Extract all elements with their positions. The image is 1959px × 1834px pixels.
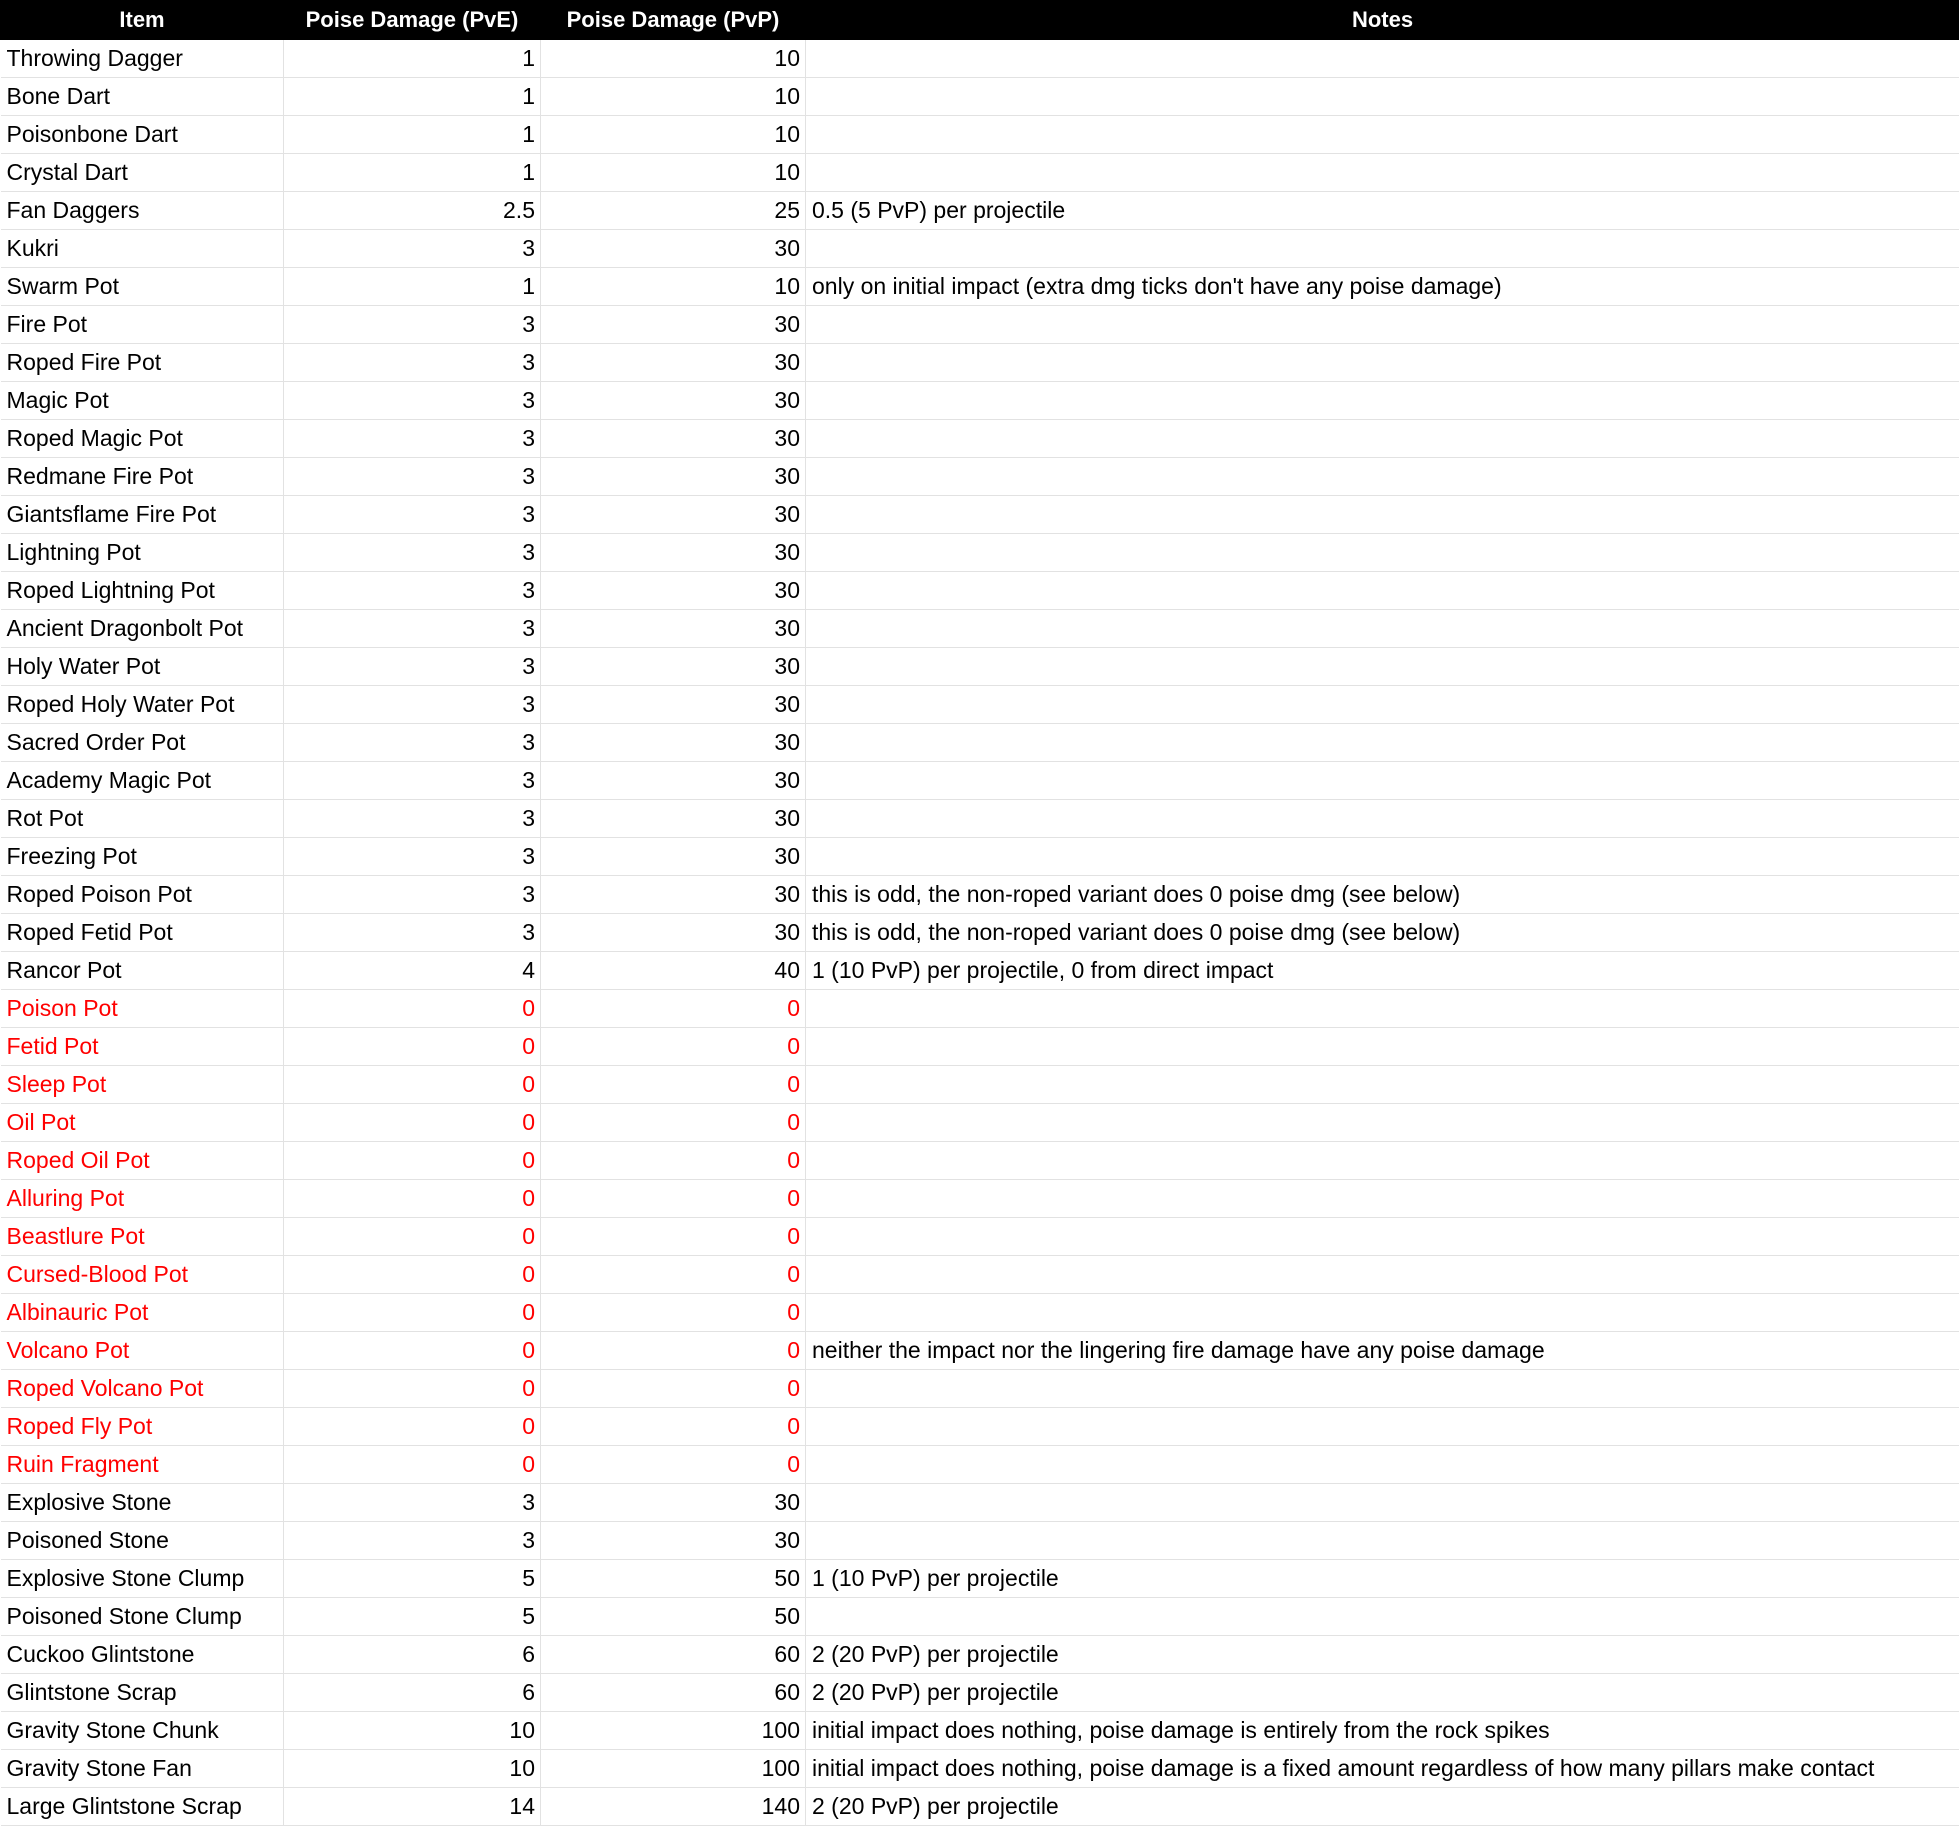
table-row bbox=[1, 610, 1959, 648]
cell-pvp[interactable]: 30 bbox=[541, 458, 806, 496]
cell-notes[interactable] bbox=[806, 1294, 1959, 1332]
cell-item[interactable]: Poisonbone Dart bbox=[1, 116, 284, 154]
cell-pve[interactable]: 1 bbox=[284, 268, 541, 306]
cell-item[interactable]: Fetid Pot bbox=[1, 1028, 284, 1066]
cell-item[interactable]: Roped Fly Pot bbox=[1, 1408, 284, 1446]
cell-pve[interactable]: 0 bbox=[284, 1370, 541, 1408]
cell-pve[interactable]: 6 bbox=[284, 1636, 541, 1674]
table-row bbox=[1, 1788, 1959, 1826]
cell-notes[interactable] bbox=[806, 1598, 1959, 1636]
cell-pve[interactable]: 3 bbox=[284, 306, 541, 344]
table-row bbox=[1, 952, 1959, 990]
cell-pvp[interactable]: 30 bbox=[541, 800, 806, 838]
table-row bbox=[1, 268, 1959, 306]
table-row bbox=[1, 1218, 1959, 1256]
cell-item[interactable]: Roped Lightning Pot bbox=[1, 572, 284, 610]
table-row bbox=[1, 1674, 1959, 1712]
cell-notes[interactable]: 1 (10 PvP) per projectile bbox=[806, 1560, 1959, 1598]
cell-pvp[interactable]: 0 bbox=[541, 1142, 806, 1180]
cell-item[interactable]: Redmane Fire Pot bbox=[1, 458, 284, 496]
cell-notes[interactable] bbox=[806, 724, 1959, 762]
cell-pvp[interactable]: 10 bbox=[541, 78, 806, 116]
cell-item[interactable]: Throwing Dagger bbox=[1, 40, 284, 78]
table-row bbox=[1, 762, 1959, 800]
cell-pve[interactable]: 3 bbox=[284, 458, 541, 496]
cell-notes[interactable]: this is odd, the non-roped variant does 0 poise dmg (see below) bbox=[806, 876, 1959, 914]
cell-pvp[interactable]: 0 bbox=[541, 1218, 806, 1256]
cell-pvp[interactable]: 60 bbox=[541, 1636, 806, 1674]
table-row bbox=[1, 1408, 1959, 1446]
cell-pvp[interactable]: 30 bbox=[541, 306, 806, 344]
cell-notes[interactable] bbox=[806, 230, 1959, 268]
table-row bbox=[1, 1446, 1959, 1484]
cell-item[interactable]: Sleep Pot bbox=[1, 1066, 284, 1104]
cell-notes[interactable]: only on initial impact (extra dmg ticks don't have any poise damage) bbox=[806, 268, 1959, 306]
cell-item[interactable]: Bone Dart bbox=[1, 78, 284, 116]
cell-item[interactable]: Volcano Pot bbox=[1, 1332, 284, 1370]
cell-pve[interactable]: 0 bbox=[284, 1180, 541, 1218]
cell-item[interactable]: Roped Poison Pot bbox=[1, 876, 284, 914]
table-row bbox=[1, 990, 1959, 1028]
cell-notes[interactable] bbox=[806, 458, 1959, 496]
cell-notes[interactable] bbox=[806, 496, 1959, 534]
table-row bbox=[1, 458, 1959, 496]
cell-pve[interactable]: 3 bbox=[284, 496, 541, 534]
cell-notes[interactable]: initial impact does nothing, poise damage is a fixed amount regardless of how many pillars make contact bbox=[806, 1750, 1959, 1788]
cell-notes[interactable]: 2 (20 PvP) per projectile bbox=[806, 1674, 1959, 1712]
cell-notes[interactable] bbox=[806, 1180, 1959, 1218]
cell-notes[interactable] bbox=[806, 800, 1959, 838]
cell-pve[interactable]: 3 bbox=[284, 800, 541, 838]
cell-notes[interactable] bbox=[806, 648, 1959, 686]
cell-pve[interactable]: 1 bbox=[284, 116, 541, 154]
cell-pve[interactable]: 0 bbox=[284, 990, 541, 1028]
cell-pvp[interactable]: 10 bbox=[541, 116, 806, 154]
cell-pvp[interactable]: 100 bbox=[541, 1750, 806, 1788]
cell-item[interactable]: Large Glintstone Scrap bbox=[1, 1788, 284, 1826]
cell-pve[interactable]: 3 bbox=[284, 838, 541, 876]
cell-notes[interactable] bbox=[806, 1066, 1959, 1104]
cell-notes[interactable] bbox=[806, 990, 1959, 1028]
cell-notes[interactable] bbox=[806, 572, 1959, 610]
cell-pvp[interactable]: 10 bbox=[541, 154, 806, 192]
cell-item[interactable]: Roped Magic Pot bbox=[1, 420, 284, 458]
cell-notes[interactable]: 0.5 (5 PvP) per projectile bbox=[806, 192, 1959, 230]
cell-pvp[interactable]: 30 bbox=[541, 572, 806, 610]
cell-item[interactable]: Swarm Pot bbox=[1, 268, 284, 306]
cell-pve[interactable]: 0 bbox=[284, 1028, 541, 1066]
cell-pve[interactable]: 10 bbox=[284, 1750, 541, 1788]
cell-pve[interactable]: 0 bbox=[284, 1104, 541, 1142]
cell-pve[interactable]: 5 bbox=[284, 1560, 541, 1598]
cell-item[interactable]: Lightning Pot bbox=[1, 534, 284, 572]
cell-item[interactable]: Gravity Stone Fan bbox=[1, 1750, 284, 1788]
cell-pve[interactable]: 5 bbox=[284, 1598, 541, 1636]
cell-pvp[interactable]: 30 bbox=[541, 230, 806, 268]
table-row bbox=[1, 1142, 1959, 1180]
cell-pve[interactable]: 0 bbox=[284, 1332, 541, 1370]
cell-pvp[interactable]: 60 bbox=[541, 1674, 806, 1712]
cell-notes[interactable] bbox=[806, 610, 1959, 648]
cell-notes[interactable] bbox=[806, 1446, 1959, 1484]
cell-notes[interactable]: initial impact does nothing, poise damage is entirely from the rock spikes bbox=[806, 1712, 1959, 1750]
cell-pve[interactable]: 0 bbox=[284, 1218, 541, 1256]
table-row bbox=[1, 876, 1959, 914]
cell-pvp[interactable]: 25 bbox=[541, 192, 806, 230]
table-row bbox=[1, 1484, 1959, 1522]
cell-pvp[interactable]: 0 bbox=[541, 1256, 806, 1294]
cell-item[interactable]: Crystal Dart bbox=[1, 154, 284, 192]
cell-pve[interactable]: 3 bbox=[284, 610, 541, 648]
cell-item[interactable]: Magic Pot bbox=[1, 382, 284, 420]
cell-item[interactable]: Alluring Pot bbox=[1, 1180, 284, 1218]
cell-pvp[interactable]: 10 bbox=[541, 268, 806, 306]
cell-pvp[interactable]: 40 bbox=[541, 952, 806, 990]
cell-pvp[interactable]: 30 bbox=[541, 1484, 806, 1522]
cell-notes[interactable]: neither the impact nor the lingering fire damage have any poise damage bbox=[806, 1332, 1959, 1370]
table-row bbox=[1, 1750, 1959, 1788]
cell-pve[interactable]: 3 bbox=[284, 534, 541, 572]
cell-item[interactable]: Holy Water Pot bbox=[1, 648, 284, 686]
cell-notes[interactable] bbox=[806, 686, 1959, 724]
cell-pve[interactable]: 3 bbox=[284, 344, 541, 382]
cell-pve[interactable]: 3 bbox=[284, 762, 541, 800]
cell-pvp[interactable]: 50 bbox=[541, 1560, 806, 1598]
cell-item[interactable]: Roped Fire Pot bbox=[1, 344, 284, 382]
table-row bbox=[1, 1522, 1959, 1560]
cell-notes[interactable] bbox=[806, 306, 1959, 344]
cell-item[interactable]: Poison Pot bbox=[1, 990, 284, 1028]
table-row bbox=[1, 1560, 1959, 1598]
table-row bbox=[1, 1370, 1959, 1408]
header-pvp[interactable]: Poise Damage (PvP) bbox=[541, 1, 806, 40]
table-row bbox=[1, 1104, 1959, 1142]
cell-pve[interactable]: 2.5 bbox=[284, 192, 541, 230]
cell-pve[interactable]: 1 bbox=[284, 40, 541, 78]
cell-pvp[interactable]: 30 bbox=[541, 382, 806, 420]
cell-pvp[interactable]: 0 bbox=[541, 1332, 806, 1370]
table-row bbox=[1, 1256, 1959, 1294]
cell-pve[interactable]: 0 bbox=[284, 1142, 541, 1180]
cell-pvp[interactable]: 30 bbox=[541, 496, 806, 534]
cell-notes[interactable] bbox=[806, 420, 1959, 458]
cell-notes[interactable]: 1 (10 PvP) per projectile, 0 from direct impact bbox=[806, 952, 1959, 990]
table-row bbox=[1, 116, 1959, 154]
cell-notes[interactable] bbox=[806, 1142, 1959, 1180]
cell-pvp[interactable]: 0 bbox=[541, 990, 806, 1028]
cell-notes[interactable]: this is odd, the non-roped variant does 0 poise dmg (see below) bbox=[806, 914, 1959, 952]
table-row bbox=[1, 420, 1959, 458]
cell-pvp[interactable]: 30 bbox=[541, 344, 806, 382]
cell-pvp[interactable]: 30 bbox=[541, 420, 806, 458]
cell-notes[interactable] bbox=[806, 382, 1959, 420]
cell-pvp[interactable]: 10 bbox=[541, 40, 806, 78]
cell-notes[interactable] bbox=[806, 1028, 1959, 1066]
table-row bbox=[1, 1066, 1959, 1104]
table-body bbox=[1, 40, 1959, 1826]
cell-item[interactable]: Beastlure Pot bbox=[1, 1218, 284, 1256]
cell-pvp[interactable]: 100 bbox=[541, 1712, 806, 1750]
table-row bbox=[1, 838, 1959, 876]
cell-pve[interactable]: 1 bbox=[284, 154, 541, 192]
cell-notes[interactable] bbox=[806, 1408, 1959, 1446]
cell-item[interactable]: Ancient Dragonbolt Pot bbox=[1, 610, 284, 648]
table-row bbox=[1, 78, 1959, 116]
cell-pve[interactable]: 3 bbox=[284, 1484, 541, 1522]
cell-pvp[interactable]: 30 bbox=[541, 686, 806, 724]
header-notes[interactable]: Notes bbox=[806, 1, 1959, 40]
cell-notes[interactable] bbox=[806, 154, 1959, 192]
cell-pvp[interactable]: 30 bbox=[541, 914, 806, 952]
cell-pve[interactable]: 10 bbox=[284, 1712, 541, 1750]
cell-pve[interactable]: 1 bbox=[284, 78, 541, 116]
cell-pvp[interactable]: 0 bbox=[541, 1370, 806, 1408]
cell-pvp[interactable]: 140 bbox=[541, 1788, 806, 1826]
table-row bbox=[1, 1180, 1959, 1218]
cell-notes[interactable]: 2 (20 PvP) per projectile bbox=[806, 1636, 1959, 1674]
cell-pvp[interactable]: 30 bbox=[541, 610, 806, 648]
cell-notes[interactable] bbox=[806, 1104, 1959, 1142]
cell-notes[interactable] bbox=[806, 1522, 1959, 1560]
cell-pve[interactable]: 0 bbox=[284, 1066, 541, 1104]
table-row bbox=[1, 192, 1959, 230]
cell-item[interactable]: Sacred Order Pot bbox=[1, 724, 284, 762]
cell-pve[interactable]: 3 bbox=[284, 420, 541, 458]
cell-notes[interactable] bbox=[806, 1256, 1959, 1294]
cell-pve[interactable]: 4 bbox=[284, 952, 541, 990]
table-row bbox=[1, 1028, 1959, 1066]
cell-item[interactable]: Roped Oil Pot bbox=[1, 1142, 284, 1180]
table-row bbox=[1, 914, 1959, 952]
cell-pve[interactable]: 3 bbox=[284, 648, 541, 686]
cell-item[interactable]: Roped Fetid Pot bbox=[1, 914, 284, 952]
table-row bbox=[1, 306, 1959, 344]
cell-notes[interactable]: 2 (20 PvP) per projectile bbox=[806, 1788, 1959, 1826]
cell-pve[interactable]: 0 bbox=[284, 1446, 541, 1484]
cell-pvp[interactable]: 30 bbox=[541, 1522, 806, 1560]
cell-pvp[interactable]: 30 bbox=[541, 534, 806, 572]
cell-pve[interactable]: 3 bbox=[284, 914, 541, 952]
cell-item[interactable]: Rot Pot bbox=[1, 800, 284, 838]
table-row bbox=[1, 648, 1959, 686]
cell-item[interactable]: Cursed-Blood Pot bbox=[1, 1256, 284, 1294]
table-row bbox=[1, 1294, 1959, 1332]
cell-item[interactable]: Oil Pot bbox=[1, 1104, 284, 1142]
cell-notes[interactable] bbox=[806, 838, 1959, 876]
cell-pve[interactable]: 0 bbox=[284, 1294, 541, 1332]
cell-item[interactable]: Explosive Stone Clump bbox=[1, 1560, 284, 1598]
cell-pvp[interactable]: 30 bbox=[541, 762, 806, 800]
cell-item[interactable]: Ruin Fragment bbox=[1, 1446, 284, 1484]
cell-item[interactable]: Albinauric Pot bbox=[1, 1294, 284, 1332]
cell-item[interactable]: Freezing Pot bbox=[1, 838, 284, 876]
cell-pvp[interactable]: 0 bbox=[541, 1408, 806, 1446]
cell-pve[interactable]: 3 bbox=[284, 876, 541, 914]
cell-item[interactable]: Giantsflame Fire Pot bbox=[1, 496, 284, 534]
table-row bbox=[1, 1598, 1959, 1636]
cell-notes[interactable] bbox=[806, 1218, 1959, 1256]
table-row bbox=[1, 40, 1959, 78]
table-row bbox=[1, 572, 1959, 610]
cell-pvp[interactable]: 0 bbox=[541, 1104, 806, 1142]
cell-pvp[interactable]: 30 bbox=[541, 876, 806, 914]
cell-notes[interactable] bbox=[806, 1484, 1959, 1522]
table-row bbox=[1, 344, 1959, 382]
cell-pve[interactable]: 3 bbox=[284, 686, 541, 724]
cell-notes[interactable] bbox=[806, 1370, 1959, 1408]
cell-pvp[interactable]: 0 bbox=[541, 1180, 806, 1218]
cell-pvp[interactable]: 0 bbox=[541, 1066, 806, 1104]
cell-item[interactable]: Poisoned Stone Clump bbox=[1, 1598, 284, 1636]
cell-pve[interactable]: 3 bbox=[284, 382, 541, 420]
cell-pvp[interactable]: 0 bbox=[541, 1446, 806, 1484]
cell-pve[interactable]: 0 bbox=[284, 1256, 541, 1294]
cell-item[interactable]: Glintstone Scrap bbox=[1, 1674, 284, 1712]
cell-item[interactable]: Fire Pot bbox=[1, 306, 284, 344]
cell-pve[interactable]: 3 bbox=[284, 230, 541, 268]
cell-pve[interactable]: 3 bbox=[284, 572, 541, 610]
table-row bbox=[1, 1636, 1959, 1674]
cell-item[interactable]: Roped Holy Water Pot bbox=[1, 686, 284, 724]
cell-pvp[interactable]: 0 bbox=[541, 1028, 806, 1066]
header-row bbox=[1, 1, 1959, 40]
table-row bbox=[1, 1712, 1959, 1750]
cell-pvp[interactable]: 30 bbox=[541, 724, 806, 762]
cell-pvp[interactable]: 30 bbox=[541, 838, 806, 876]
cell-item[interactable]: Explosive Stone bbox=[1, 1484, 284, 1522]
cell-pvp[interactable]: 30 bbox=[541, 648, 806, 686]
cell-item[interactable]: Kukri bbox=[1, 230, 284, 268]
cell-item[interactable]: Rancor Pot bbox=[1, 952, 284, 990]
header-pve[interactable]: Poise Damage (PvE) bbox=[284, 1, 541, 40]
cell-item[interactable]: Academy Magic Pot bbox=[1, 762, 284, 800]
table-row bbox=[1, 382, 1959, 420]
cell-notes[interactable] bbox=[806, 78, 1959, 116]
cell-notes[interactable] bbox=[806, 116, 1959, 154]
cell-pvp[interactable]: 0 bbox=[541, 1294, 806, 1332]
cell-item[interactable]: Gravity Stone Chunk bbox=[1, 1712, 284, 1750]
cell-item[interactable]: Roped Volcano Pot bbox=[1, 1370, 284, 1408]
cell-pve[interactable]: 14 bbox=[284, 1788, 541, 1826]
cell-notes[interactable] bbox=[806, 40, 1959, 78]
cell-pvp[interactable]: 50 bbox=[541, 1598, 806, 1636]
cell-item[interactable]: Fan Daggers bbox=[1, 192, 284, 230]
table-row bbox=[1, 800, 1959, 838]
cell-pve[interactable]: 0 bbox=[284, 1408, 541, 1446]
table-row bbox=[1, 230, 1959, 268]
cell-pve[interactable]: 3 bbox=[284, 1522, 541, 1560]
cell-item[interactable]: Cuckoo Glintstone bbox=[1, 1636, 284, 1674]
table-row bbox=[1, 154, 1959, 192]
cell-notes[interactable] bbox=[806, 344, 1959, 382]
table-row bbox=[1, 1332, 1959, 1370]
table-row bbox=[1, 496, 1959, 534]
table-row bbox=[1, 686, 1959, 724]
cell-pve[interactable]: 3 bbox=[284, 724, 541, 762]
cell-item[interactable]: Poisoned Stone bbox=[1, 1522, 284, 1560]
header-item[interactable]: Item bbox=[1, 1, 284, 40]
table-row bbox=[1, 534, 1959, 572]
table-row bbox=[1, 724, 1959, 762]
cell-pve[interactable]: 6 bbox=[284, 1674, 541, 1712]
table-header bbox=[1, 1, 1959, 40]
cell-notes[interactable] bbox=[806, 534, 1959, 572]
cell-notes[interactable] bbox=[806, 762, 1959, 800]
